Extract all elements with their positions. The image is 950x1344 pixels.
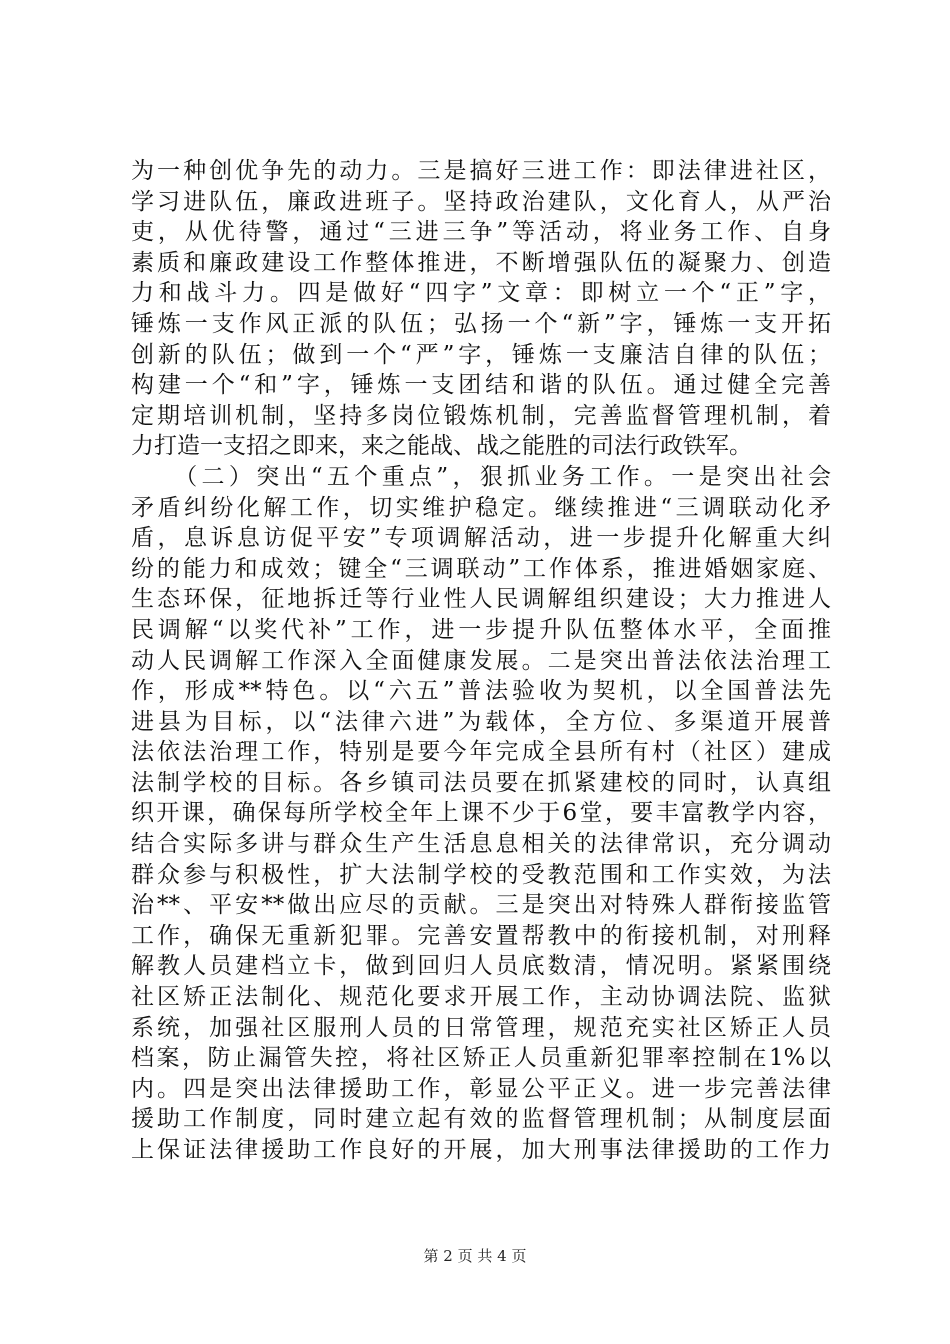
body-text <box>131 156 831 1166</box>
text-line: 盾，息诉息访促平安”专项调解活动，进一步提升化解重大纠 <box>131 525 831 552</box>
text-line: 档案，防止漏管失控，将社区矫正人员重新犯罪率控制在1%以 <box>131 1045 831 1072</box>
text-line: 吏，从优待警，通过“三进三争”等活动，将业务工作、自身 <box>131 219 831 246</box>
text-line: 纷的能力和成效；键全“三调联动”工作体系，推进婚姻家庭、 <box>131 555 831 582</box>
text-line: 为一种创优争先的动力。三是搞好三进工作：即法律进社区， <box>131 158 831 184</box>
text-line: 锤炼一支作风正派的队伍；弘扬一个“新”字，锤炼一支开拓 <box>131 310 831 337</box>
text-line: 治**、平安**做出应尽的贡献。三是突出对特殊人群衔接监管 <box>131 892 831 919</box>
text-line: 矛盾纠纷化解工作，切实维护稳定。继续推进“三调联动化矛 <box>131 494 831 521</box>
text-line: 作，形成**特色。以“六五”普法验收为契机，以全国普法先 <box>131 678 831 705</box>
text-line: 援助工作制度，同时建立起有效的监督管理机制；从制度层面 <box>131 1106 831 1133</box>
text-line: 学习进队伍，廉政进班子。坚持政治建队，文化育人，从严治 <box>131 188 831 215</box>
text-line: 力打造一支招之即来，来之能战、战之能胜的司法行政铁军。 <box>131 433 752 460</box>
text-line: 结合实际多讲与群众生产生活息息相关的法律常识，充分调动 <box>131 831 831 858</box>
page-footer: 第 2 页 共 4 页 <box>423 1247 527 1265</box>
text-line: 定期培训机制，坚持多岗位锻炼机制，完善监督管理机制，着 <box>131 402 831 429</box>
text-line: 创新的队伍；做到一个“严”字，锤炼一支廉洁自律的队伍； <box>131 341 831 368</box>
text-line: 织开课，确保每所学校全年上课不少于6堂，要丰富教学内容， <box>131 800 831 827</box>
text-line: 生态环保，征地拆迁等行业性人民调解组织建设；大力推进人 <box>131 586 831 613</box>
text-line: 社区矫正法制化、规范化要求开展工作，主动协调法院、监狱 <box>131 984 831 1011</box>
text-line: 法制学校的目标。各乡镇司法员要在抓紧建校的同时，认真组 <box>131 769 831 796</box>
text-line: 动人民调解工作深入全面健康发展。二是突出普法依法治理工 <box>131 647 831 674</box>
text-line: 工作，确保无重新犯罪。完善安置帮教中的衔接机制，对刑释 <box>131 922 831 949</box>
text-line: 进县为目标，以“法律六进”为载体，全方位、多渠道开展普 <box>131 708 831 735</box>
text-line: （二）突出“五个重点”，狠抓业务工作。一是突出社会 <box>131 463 831 490</box>
text-line: 上保证法律援助工作良好的开展，加大刑事法律援助的工作力 <box>131 1137 831 1163</box>
text-line: 构建一个“和”字，锤炼一支团结和谐的队伍。通过健全完善 <box>131 372 831 399</box>
text-line: 内。四是突出法律援助工作，彰显公平正义。进一步完善法律 <box>131 1075 831 1102</box>
text-line: 民调解“以奖代补”工作，进一步提升队伍整体水平，全面推 <box>131 616 831 643</box>
text-line: 力和战斗力。四是做好“四字”文章：即树立一个“正”字， <box>131 280 831 307</box>
text-line: 群众参与积极性，扩大法制学校的受教范围和工作实效，为法 <box>131 861 831 888</box>
text-line: 解教人员建档立卡，做到回归人员底数清，情况明。紧紧围绕 <box>131 953 831 980</box>
text-line: 系统，加强社区服刑人员的日常管理，规范充实社区矫正人员 <box>131 1014 831 1041</box>
text-line: 素质和廉政建设工作整体推进，不断增强队伍的凝聚力、创造 <box>131 249 831 276</box>
text-line: 法依法治理工作，特别是要今年完成全县所有村（社区）建成 <box>131 739 831 766</box>
